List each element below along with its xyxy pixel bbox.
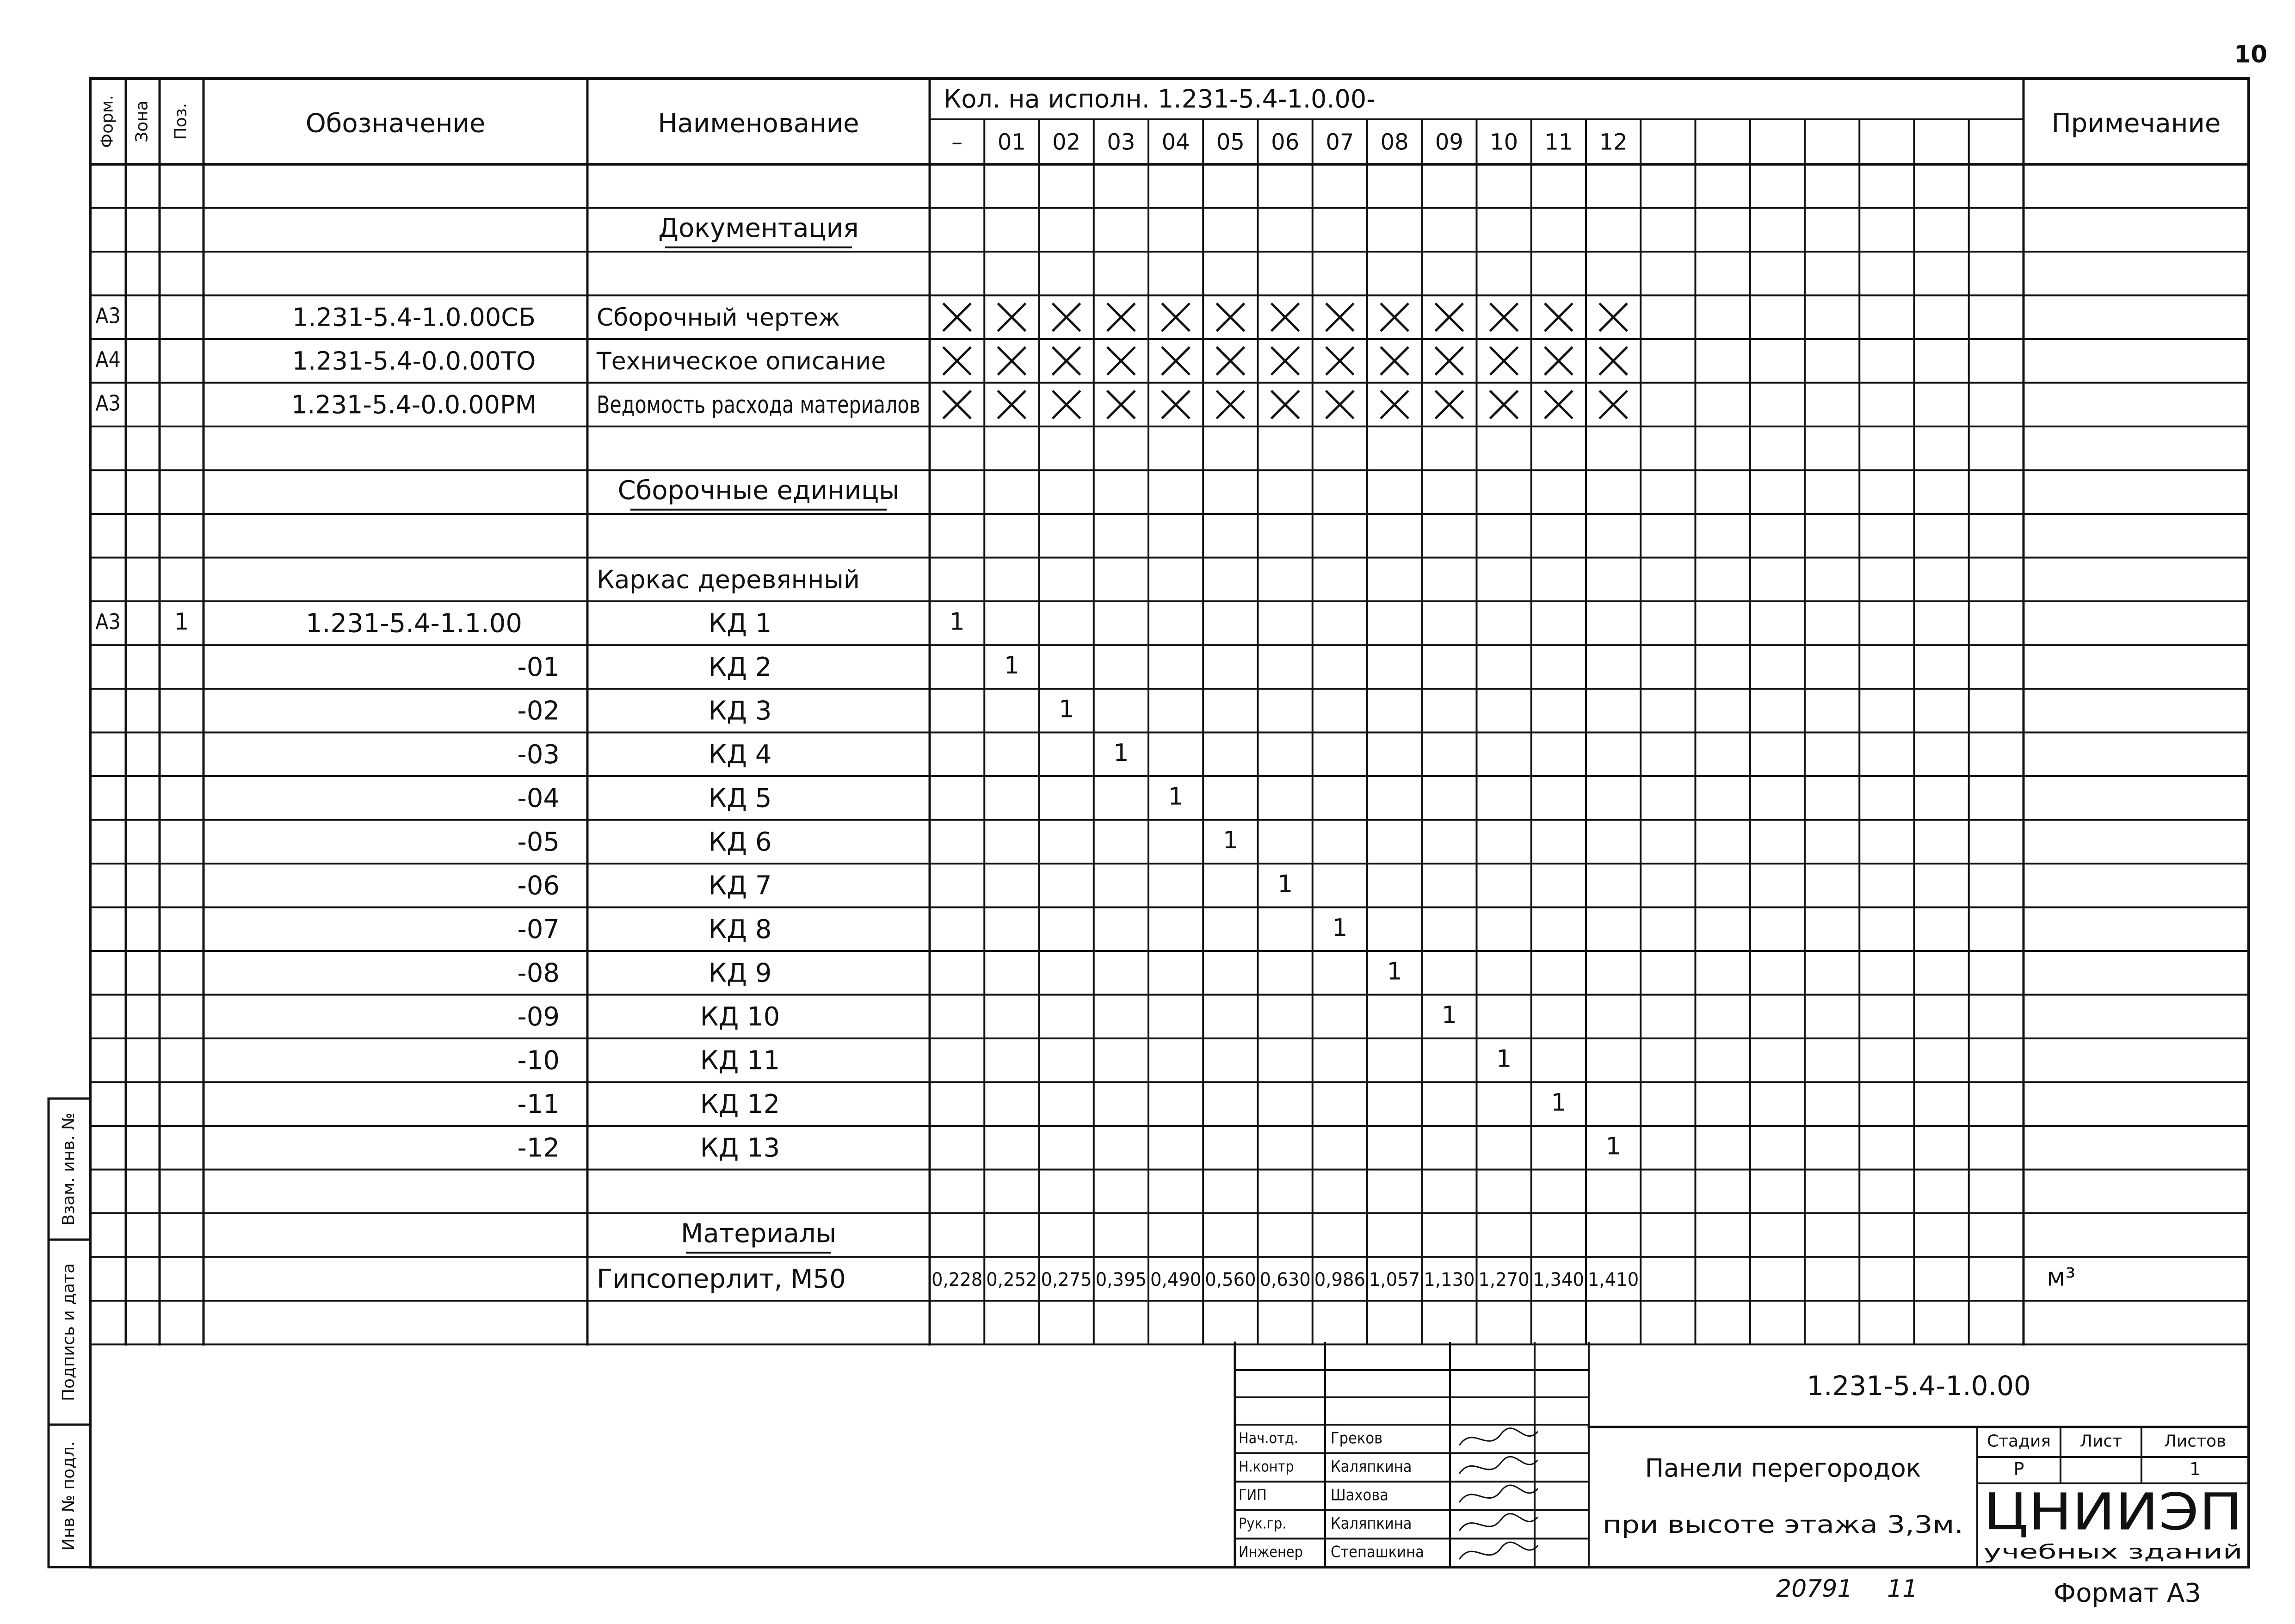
applicability-cross <box>1271 391 1299 419</box>
applicability-cross <box>943 303 971 331</box>
sheet-format-label: Формат А3 <box>2054 1578 2201 1608</box>
row-name: КД 5 <box>708 783 772 814</box>
variant-column-label: 03 <box>1107 129 1135 155</box>
applicability-cross <box>1053 391 1080 419</box>
row-designation: -06 <box>517 871 560 901</box>
row-name: КД 3 <box>708 696 772 726</box>
material-quantity: 0,630 <box>1259 1269 1311 1291</box>
stage-value: Р <box>2013 1459 2024 1479</box>
row-quantity: 1 <box>1551 1088 1567 1117</box>
row-designation: -11 <box>517 1089 560 1119</box>
applicability-cross <box>1599 347 1627 375</box>
row-designation: -12 <box>517 1133 560 1163</box>
row-format: А3 <box>95 303 121 328</box>
handwritten-signature <box>1459 1542 1538 1559</box>
row-quantity: 1 <box>1113 739 1129 767</box>
applicability-cross <box>1435 391 1463 419</box>
applicability-cross <box>1326 347 1354 375</box>
row-name: КД 8 <box>708 914 772 945</box>
signature-role: Н.контр <box>1239 1457 1294 1476</box>
signature-role: Рук.гр. <box>1239 1514 1287 1532</box>
material-quantity: 1,340 <box>1533 1269 1584 1291</box>
row-name: КД 1 <box>708 608 772 639</box>
page-number: 10 <box>2234 41 2268 68</box>
side-stamp-replaced-inv: Взам. инв. № <box>59 1112 78 1226</box>
row-name: Сборочный чертеж <box>597 303 840 332</box>
sheets-value: 1 <box>2189 1459 2201 1479</box>
organization-subtitle: учебных зданий <box>1983 1540 2243 1563</box>
signature-name: Шахова <box>1331 1486 1389 1505</box>
applicability-cross <box>1271 303 1299 331</box>
handwritten-signature <box>1459 1514 1538 1531</box>
applicability-cross <box>1599 303 1627 331</box>
row-quantity: 1 <box>1222 826 1238 854</box>
signature-name: Греков <box>1331 1429 1383 1448</box>
applicability-cross <box>943 391 971 419</box>
row-name: Каркас деревянный <box>597 565 860 594</box>
side-stamp-sign-date: Подпись и дата <box>59 1263 78 1402</box>
applicability-cross <box>943 347 971 375</box>
handwritten-signature <box>1459 1485 1538 1502</box>
row-name: КД 10 <box>700 1001 780 1032</box>
row-name: Техническое описание <box>597 347 886 376</box>
row-quantity: 1 <box>1605 1132 1621 1161</box>
row-designation: -02 <box>517 696 560 726</box>
sheets-label: Листов <box>2164 1432 2227 1451</box>
variant-column-label: 09 <box>1435 129 1463 155</box>
variant-column-label: 01 <box>997 129 1026 155</box>
section-heading: Документация <box>658 213 859 243</box>
variant-column-label: 04 <box>1161 129 1190 155</box>
row-designation: 1.231-5.4-1.1.00 <box>306 608 522 639</box>
header-pos: Поз. <box>171 103 191 140</box>
applicability-cross <box>1107 347 1135 375</box>
material-quantity: 0,490 <box>1150 1269 1202 1291</box>
variant-column-label: 10 <box>1490 129 1518 155</box>
row-quantity: 1 <box>1168 783 1184 811</box>
handwritten-signature <box>1459 1457 1538 1474</box>
archive-number: 20791 <box>1776 1575 1853 1603</box>
material-quantity: 0,228 <box>932 1269 983 1291</box>
row-name: Гипсоперлит, М50 <box>597 1264 846 1294</box>
row-quantity: 1 <box>949 608 965 636</box>
applicability-cross <box>1599 391 1627 419</box>
applicability-cross <box>1162 303 1190 331</box>
applicability-cross <box>1435 347 1463 375</box>
material-quantity: 1,270 <box>1478 1269 1530 1291</box>
sheet-label: Лист <box>2079 1432 2122 1451</box>
row-name: КД 11 <box>700 1045 780 1076</box>
title-line-2: при высоте этажа 3,3м. <box>1603 1511 1963 1539</box>
row-designation: 1.231-5.4-0.0.00РМ <box>291 390 537 420</box>
material-quantity: 0,986 <box>1314 1269 1365 1291</box>
row-designation: -09 <box>517 1001 560 1032</box>
applicability-cross <box>1216 391 1244 419</box>
material-quantity: 0,252 <box>986 1269 1037 1291</box>
applicability-cross <box>1381 303 1408 331</box>
variant-column-label: 06 <box>1271 129 1300 155</box>
signature-role: Нач.отд. <box>1239 1429 1298 1447</box>
footer-sheet-number: 11 <box>1887 1575 1918 1603</box>
section-heading: Сборочные единицы <box>617 475 900 506</box>
row-designation: -08 <box>517 958 560 988</box>
row-name: КД 12 <box>700 1089 780 1119</box>
signature-role: Инженер <box>1239 1543 1303 1561</box>
title-line-1: Панели перегородок <box>1645 1453 1921 1483</box>
variant-column-label: – <box>951 129 963 155</box>
applicability-cross <box>998 347 1025 375</box>
row-name: КД 9 <box>708 958 772 988</box>
material-quantity: 1,410 <box>1588 1269 1639 1291</box>
signature-name: Каляпкина <box>1331 1457 1412 1476</box>
variant-column-label: 07 <box>1326 129 1354 155</box>
applicability-cross <box>1053 303 1080 331</box>
applicability-cross <box>998 391 1025 419</box>
row-quantity: 1 <box>1004 651 1019 679</box>
row-quantity: 1 <box>1332 914 1348 942</box>
row-format: А3 <box>95 609 121 634</box>
document-code: 1.231-5.4-1.0.00 <box>1807 1370 2031 1402</box>
applicability-cross <box>1326 303 1354 331</box>
row-name: КД 2 <box>708 652 772 682</box>
applicability-cross <box>1545 391 1573 419</box>
row-designation: -07 <box>517 914 560 945</box>
material-quantity: 1,130 <box>1424 1269 1475 1291</box>
applicability-cross <box>1216 347 1244 375</box>
applicability-cross <box>1271 347 1299 375</box>
material-quantity: 0,275 <box>1041 1269 1092 1291</box>
applicability-cross <box>1545 303 1573 331</box>
side-stamp-inv-original: Инв № подл. <box>59 1441 78 1551</box>
signature-name: Каляпкина <box>1331 1514 1412 1533</box>
row-position: 1 <box>174 608 189 635</box>
row-note: м³ <box>2047 1262 2076 1292</box>
row-quantity: 1 <box>1441 1001 1457 1029</box>
row-name: КД 4 <box>708 739 772 770</box>
header-form: Форм. <box>98 95 117 148</box>
variant-column-label: 11 <box>1544 129 1573 155</box>
header-note: Примечание <box>2051 108 2221 139</box>
applicability-cross <box>1053 347 1080 375</box>
variant-column-label: 02 <box>1052 129 1081 155</box>
variant-column-label: 12 <box>1599 129 1628 155</box>
signature-name: Степашкина <box>1331 1543 1424 1562</box>
applicability-cross <box>1435 303 1463 331</box>
applicability-cross <box>1107 391 1135 419</box>
applicability-cross <box>998 303 1025 331</box>
row-designation: -01 <box>517 652 560 682</box>
applicability-cross <box>1326 391 1354 419</box>
variant-column-label: 08 <box>1380 129 1409 155</box>
row-name: КД 6 <box>708 827 772 857</box>
applicability-cross <box>1216 303 1244 331</box>
signature-role: ГИП <box>1239 1486 1267 1504</box>
material-quantity: 1,057 <box>1369 1269 1420 1291</box>
row-quantity: 1 <box>1059 695 1074 723</box>
applicability-cross <box>1162 391 1190 419</box>
applicability-cross <box>1490 303 1518 331</box>
material-quantity: 0,395 <box>1095 1269 1147 1291</box>
handwritten-signature <box>1459 1428 1538 1445</box>
variant-column-label: 05 <box>1216 129 1245 155</box>
applicability-cross <box>1490 391 1518 419</box>
section-heading: Материалы <box>681 1218 836 1249</box>
applicability-cross <box>1545 347 1573 375</box>
row-name: КД 7 <box>708 871 772 901</box>
row-quantity: 1 <box>1387 957 1402 986</box>
row-designation: 1.231-5.4-1.0.00СБ <box>292 303 536 332</box>
row-name: КД 13 <box>700 1133 780 1163</box>
row-designation: -10 <box>517 1045 560 1076</box>
row-designation: -03 <box>517 739 560 770</box>
row-quantity: 1 <box>1277 870 1293 898</box>
row-designation: -04 <box>517 783 560 814</box>
organization-name: ЦНИИЭП <box>1983 1482 2243 1542</box>
row-format: А4 <box>95 346 121 372</box>
row-quantity: 1 <box>1496 1045 1512 1073</box>
applicability-cross <box>1381 347 1408 375</box>
material-quantity: 0,560 <box>1205 1269 1256 1291</box>
row-format: А3 <box>95 390 121 416</box>
header-qty-caption: Кол. на исполн. 1.231-5.4-1.0.00- <box>944 84 1376 114</box>
header-designation: Обозначение <box>305 108 486 139</box>
header-name: Наименование <box>658 108 859 139</box>
row-name: Ведомость расхода материалов <box>597 391 920 419</box>
row-designation: -05 <box>517 827 560 857</box>
row-designation: 1.231-5.4-0.0.00ТО <box>292 346 536 376</box>
header-zone: Зона <box>132 100 152 142</box>
applicability-cross <box>1107 303 1135 331</box>
applicability-cross <box>1162 347 1190 375</box>
stage-label: Стадия <box>1987 1432 2051 1451</box>
applicability-cross <box>1490 347 1518 375</box>
applicability-cross <box>1381 391 1408 419</box>
